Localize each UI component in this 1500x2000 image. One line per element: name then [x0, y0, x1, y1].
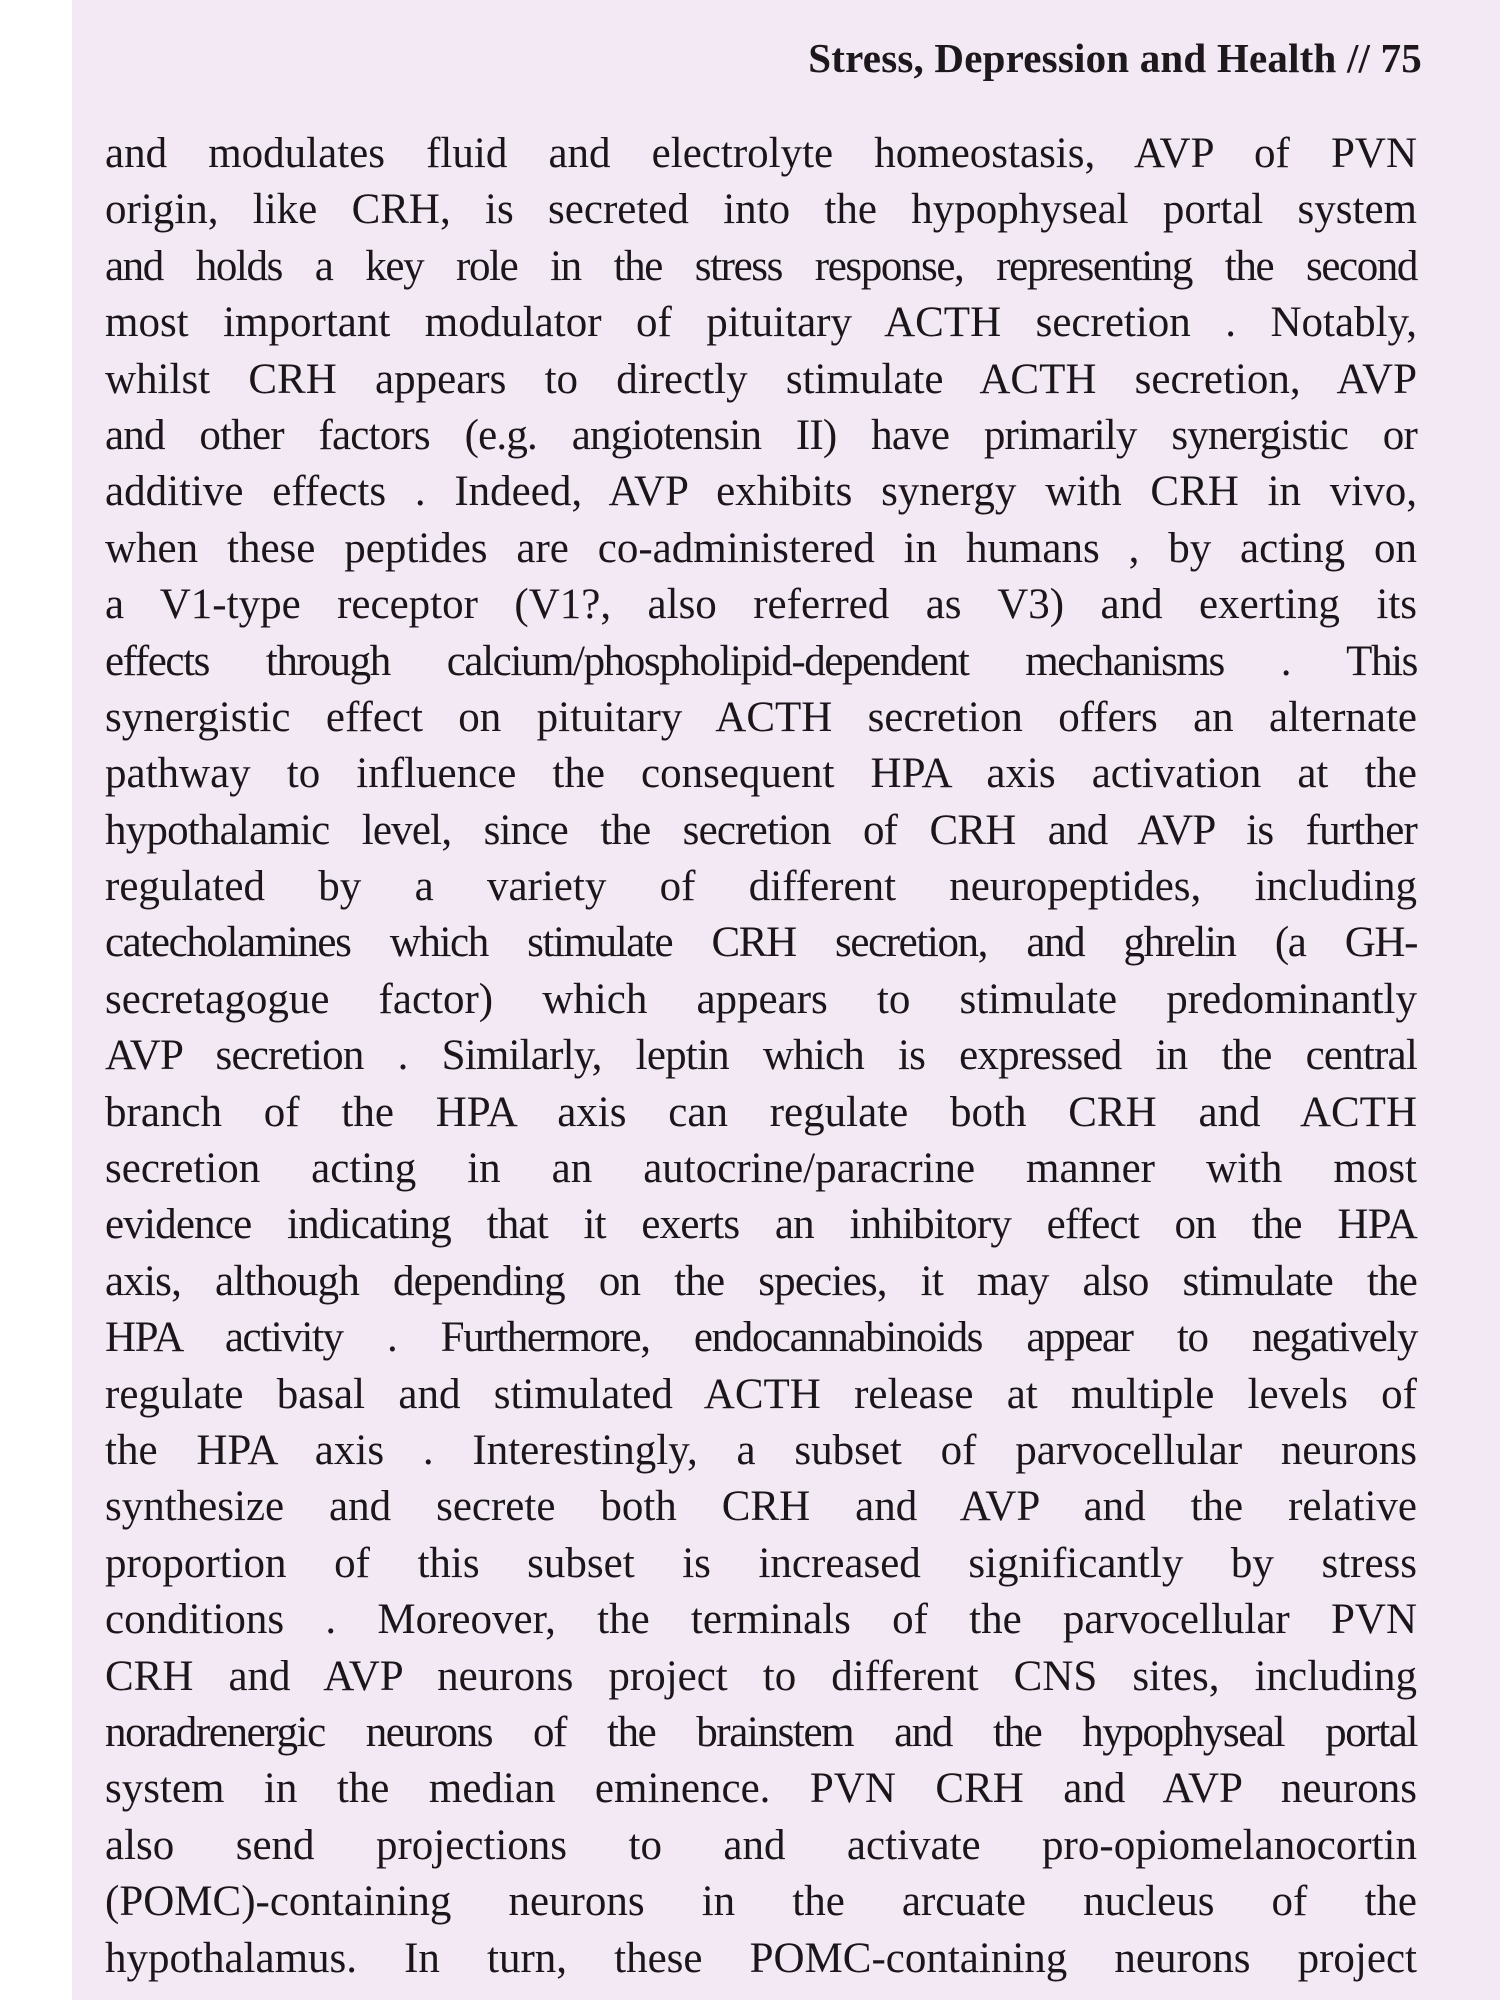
text-line: and modulates fluid and electrolyte homeostasis, AVP of PVN — [105, 130, 1417, 177]
body-paragraph — [105, 126, 1417, 1987]
text-line: when these peptides are co-administered in humans , by acting on — [105, 524, 1417, 572]
text-line: synthesize and secrete both CRH and AVP and the relative — [105, 1483, 1417, 1531]
text-line: synergistic effect on pituitary ACTH secretion offers an alternate — [105, 693, 1417, 741]
text-line: evidence indicating that it exerts an inhibitory effect on the HPA — [105, 1201, 1417, 1249]
text-line: (POMC)-containing neurons in the arcuate nucleus of the — [105, 1878, 1417, 1926]
text-line: catecholamines which stimulate CRH secretion, and ghrelin (a GH- — [105, 919, 1417, 967]
text-line: the HPA axis . Interestingly, a subset of parvocellular neurons — [105, 1426, 1417, 1474]
text-line: axis, although depending on the species, it may also stimulate the — [105, 1257, 1417, 1305]
text-line: system in the median eminence. PVN CRH and AVP neurons — [105, 1765, 1417, 1813]
text-line: AVP secretion . Similarly, leptin which is expressed in the central — [105, 1032, 1417, 1080]
text-line: whilst CRH appears to directly stimulate ACTH secretion, AVP — [105, 355, 1417, 403]
text-line: most important modulator of pituitary ACTH secretion . Notably, — [105, 299, 1417, 347]
text-line: CRH and AVP neurons project to different CNS sites, including — [105, 1652, 1417, 1700]
text-line: branch of the HPA axis can regulate both CRH and ACTH — [105, 1088, 1417, 1136]
text-line: conditions . Moreover, the terminals of the parvocellular PVN — [105, 1596, 1417, 1644]
book-page — [72, 0, 1500, 2000]
text-line: hypothalamus. In turn, these POMC-containing neurons project — [105, 1934, 1417, 1982]
text-line: noradrenergic neurons of the brainstem and the hypophyseal portal — [105, 1708, 1417, 1756]
text-line: HPA activity . Furthermore, endocannabinoids appear to negatively — [105, 1314, 1417, 1362]
text-line: also send projections to and activate pro-opiomelanocortin — [105, 1821, 1417, 1869]
running-header: Stress, Depression and Health // 75 — [808, 35, 1422, 81]
text-line: effects through calcium/phospholipid-dependent mechanisms . This — [105, 637, 1417, 685]
text-line: additive effects . Indeed, AVP exhibits synergy with CRH in vivo, — [105, 468, 1417, 516]
text-line: secretion acting in an autocrine/paracrine manner with most — [105, 1145, 1417, 1193]
text-line: hypothalamic level, since the secretion of CRH and AVP is further — [105, 806, 1417, 854]
text-line: secretagogue factor) which appears to stimulate predominantly — [105, 975, 1417, 1023]
text-line: and holds a key role in the stress response, representing the second — [105, 242, 1417, 290]
text-line: a V1-type receptor (V1?, also referred as V3) and exerting its — [105, 581, 1417, 629]
text-line: proportion of this subset is increased significantly by stress — [105, 1539, 1417, 1587]
text-line: pathway to influence the consequent HPA axis activation at the — [105, 750, 1417, 798]
text-line: regulate basal and stimulated ACTH release at multiple levels of — [105, 1370, 1417, 1418]
text-line: origin, like CRH, is secreted into the hypophyseal portal system — [105, 186, 1417, 234]
text-line: and other factors (e.g. angiotensin II) have primarily synergistic or — [105, 411, 1417, 459]
text-line: regulated by a variety of different neuropeptides, including — [105, 863, 1417, 911]
